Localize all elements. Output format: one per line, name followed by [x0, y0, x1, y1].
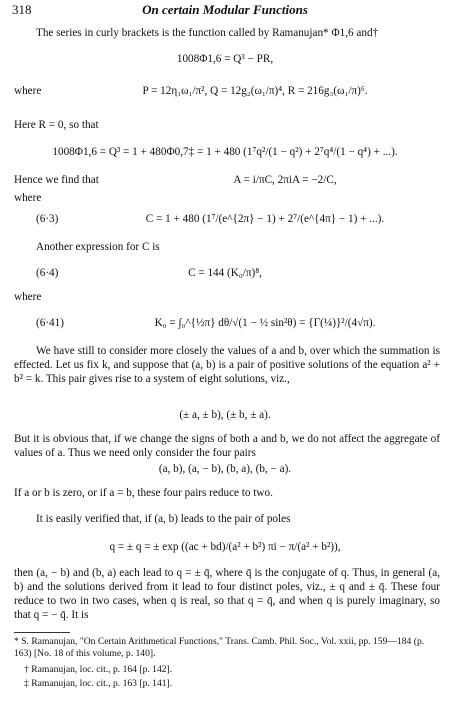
paragraph: We have still to consider more closely the values of a and b, over which the summation is effected. Let us fix k, and suppose that (a, b) is a pair of positive solutions of the equation a² + b² = k. This pair gives rise to a system of eight solutions, viz., — [14, 345, 440, 385]
paragraph: But it is obvious that, if we change the signs of both a and b, we do not affect the aggregate of values of a. Thus we need only consider the four pairs — [14, 433, 440, 459]
paragraph: It is easily verified that, if (a, b) leads to the pair of poles — [36, 513, 291, 525]
equation: K₀ = ∫₀^{½π} dθ/√(1 − ½ sin²θ) = {Γ(¼)}²/(4√π). — [154, 317, 376, 329]
text-line: Here R = 0, so that — [14, 119, 99, 131]
footnote-rule — [14, 632, 70, 633]
footnote: ‡ Ramanujan, loc. cit., p. 163 [p. 141]. — [24, 678, 173, 689]
equation: q = ± q = ± exp ((ac + bd)/(a² + b²) πi − π/(a² + b²)), — [109, 541, 341, 553]
page-number: 318 — [12, 2, 32, 17]
text-line: where — [14, 85, 42, 97]
text-line: where — [14, 291, 42, 303]
equation: 1008Φ1,6 = Q³ = 1 + 480Φ0,7‡ = 1 + 480 (1⁷q²/(1 − q²) + 2⁷q⁴/(1 − q⁴) + ...). — [52, 146, 398, 158]
equation: A = i/πC, 2πiA = −2/C, — [233, 174, 337, 186]
equation: P = 12η₁ω₁/π², Q = 12g₂(ω₁/π)⁴, R = 216g₃(ω₁/π)⁶. — [142, 85, 368, 97]
footnote: † Ramanujan, loc. cit., p. 164 [p. 142]. — [24, 664, 173, 675]
equation: C = 1 + 480 (1⁷/(e^{2π} − 1) + 2⁷/(e^{4π} − 1) + ...). — [145, 213, 385, 225]
equation-number: (6·4) — [36, 267, 59, 279]
text-line: Another expression for C is — [36, 241, 160, 253]
equation: 1008Φ1,6 = Q³ − PR, — [176, 53, 274, 65]
equation: (a, b), (a, − b), (b, a), (b, − a). — [158, 463, 292, 475]
text-line: where — [14, 192, 42, 204]
running-title: On certain Modular Functions — [142, 2, 308, 17]
paragraph: then (a, − b) and (b, a) each lead to q = ± q̄, where q̄ is the conjugate of q. Thus, in general (a, b) and the solutions derived from it lead to four distinct poles, viz., ± q and ± q̄. These four reduce to two in two cases, when q is real, so that q = q̄, and when q is purely imaginary, so that q = − q̄. It is — [14, 567, 440, 621]
equation-number: (6·41) — [36, 317, 64, 329]
equation-number: (6·3) — [36, 213, 59, 225]
equation: (± a, ± b), (± b, ± a). — [179, 409, 271, 421]
equation: C = 144 (K₀/π)⁸, — [188, 267, 262, 279]
footnote: * S. Ramanujan, "On Certain Arithmetical Functions," Trans. Camb. Phil. Soc., Vol. xxii, pp. 159—184 (p. 163) [No. 18 of this volume, p. 140]. — [14, 636, 425, 659]
text-line: Hence we find that — [14, 174, 99, 186]
text-line: The series in curly brackets is the function called by Ramanujan* Φ1,6 and† — [36, 27, 379, 39]
paragraph: If a or b is zero, or if a = b, these four pairs reduce to two. — [14, 487, 273, 499]
